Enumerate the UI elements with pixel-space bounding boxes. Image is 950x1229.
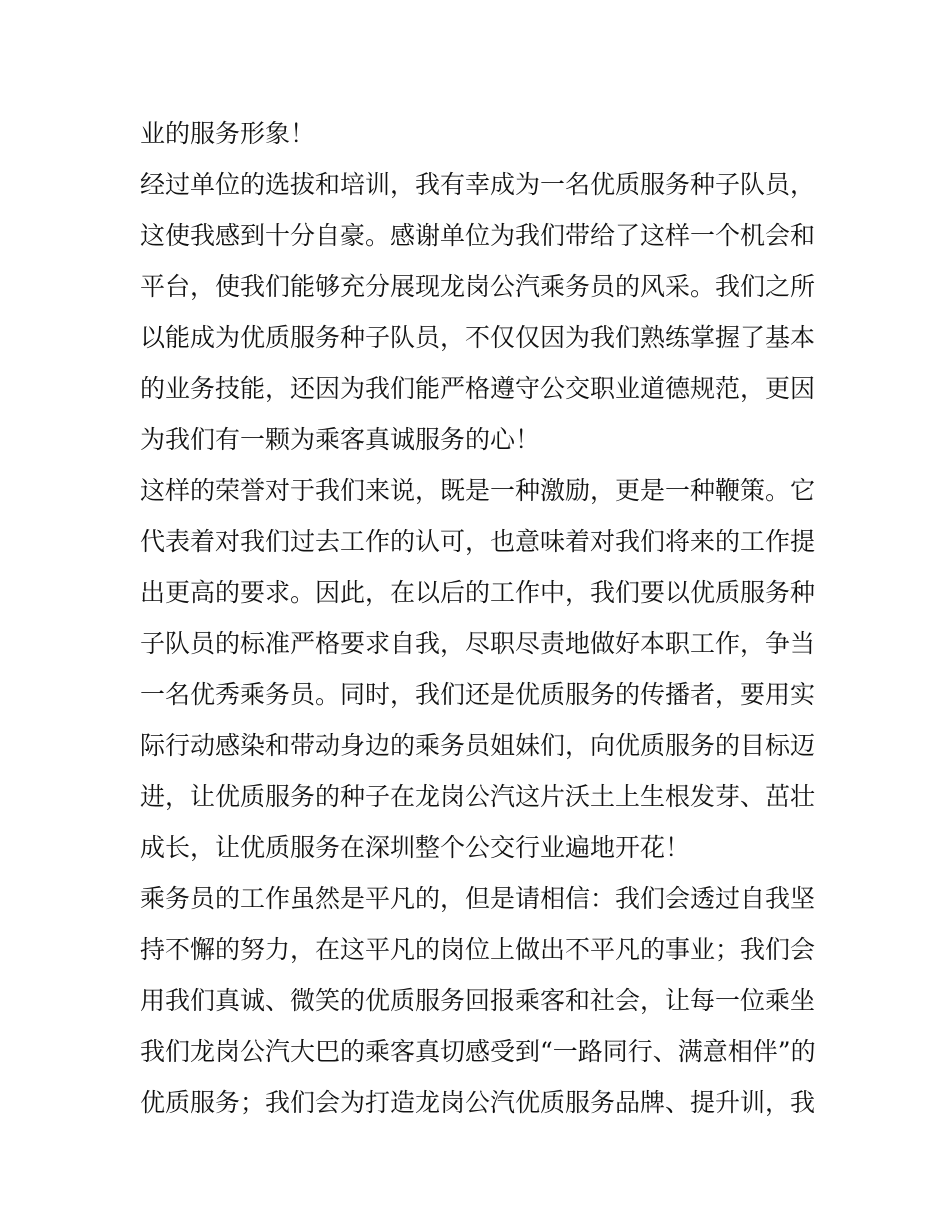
text-line: 经过单位的选拔和培训，我有幸成为一名优质服务种子队员， — [140, 170, 816, 199]
text-line: 进，让优质服务的种子在龙岗公汽这片沃土上生根发芽、茁壮 — [140, 782, 816, 811]
text-line: 平台，使我们能够充分展现龙岗公汽乘务员的风采。我们之所 — [140, 272, 816, 301]
body-text — [140, 108, 820, 1128]
text-line: 以能成为优质服务种子队员，不仅仅因为我们熟练掌握了基本 — [140, 323, 816, 352]
text-line: 际行动感染和带动身边的乘务员姐妹们，向优质服务的目标迈 — [140, 731, 816, 760]
text-line: 这样的荣誉对于我们来说，既是一种激励，更是一种鞭策。它 — [140, 476, 816, 505]
text-line: 子队员的标准严格要求自我，尽职尽责地做好本职工作，争当 — [140, 629, 816, 658]
text-line: 这使我感到十分自豪。感谢单位为我们带给了这样一个机会和 — [140, 221, 816, 250]
text-line: 用我们真诚、微笑的优质服务回报乘客和社会，让每一位乘坐 — [140, 986, 816, 1015]
text-line: 乘务员的工作虽然是平凡的，但是请相信：我们会透过自我坚 — [140, 884, 816, 913]
text-line: 优质服务；我们会为打造龙岗公汽优质服务品牌、提升训，我 — [140, 1088, 816, 1117]
text-line: 一名优秀乘务员。同时，我们还是优质服务的传播者，要用实 — [140, 680, 816, 709]
text-line: 出更高的要求。因此，在以后的工作中，我们要以优质服务种 — [140, 578, 816, 607]
text-line: 我们龙岗公汽大巴的乘客真切感受到“一路同行、满意相伴”的 — [140, 1037, 816, 1066]
text-line: 持不懈的努力，在这平凡的岗位上做出不平凡的事业；我们会 — [140, 935, 816, 964]
text-line: 为我们有一颗为乘客真诚服务的心！ — [140, 425, 541, 454]
text-line: 成长，让优质服务在深圳整个公交行业遍地开花！ — [140, 833, 691, 862]
text-line: 业的服务形象！ — [140, 119, 316, 148]
text-line: 的业务技能，还因为我们能严格遵守公交职业道德规范，更因 — [140, 374, 816, 403]
text-line: 代表着对我们过去工作的认可，也意味着对我们将来的工作提 — [140, 527, 816, 556]
